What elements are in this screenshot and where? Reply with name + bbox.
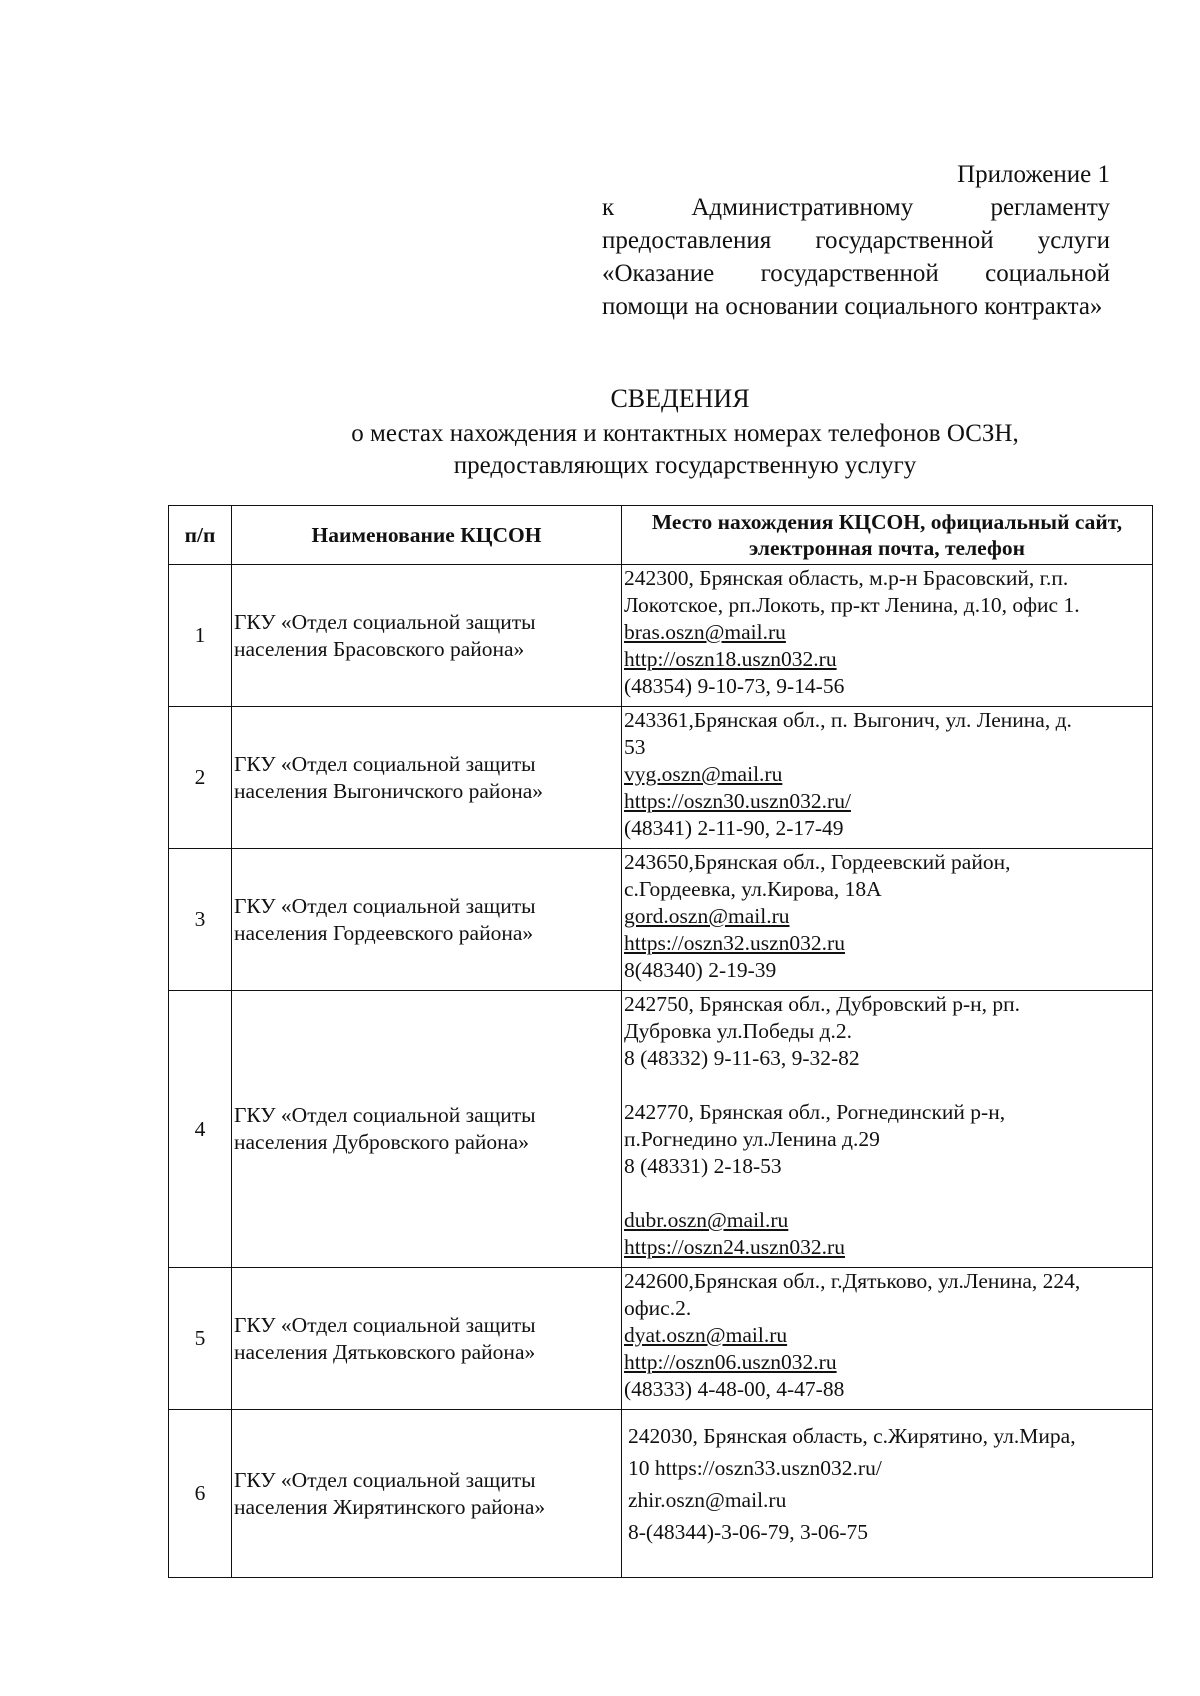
website-link[interactable]: http://oszn18.uszn032.ru bbox=[624, 647, 837, 671]
phone-line: (48341) 2-11-90, 2-17-49 bbox=[624, 816, 844, 840]
subtitle-line-1: о местах нахождения и контактных номерах телефонов ОСЗН, bbox=[351, 420, 1019, 447]
row-contact bbox=[622, 1410, 1153, 1578]
email-link[interactable]: dyat.oszn@mail.ru bbox=[624, 1323, 788, 1347]
row-name: ГКУ «Отдел социальной защиты населения Брасовского района» bbox=[232, 565, 622, 707]
website-link[interactable]: https://oszn32.uszn032.ru bbox=[624, 931, 845, 955]
address-line: п.Рогнедино ул.Ленина д.29 bbox=[624, 1127, 880, 1151]
header-number: п/п bbox=[169, 506, 232, 565]
row-number: 3 bbox=[169, 849, 232, 991]
table-row bbox=[169, 565, 1153, 707]
row-contact bbox=[622, 849, 1153, 991]
address-line: 242770, Брянская обл., Рогнединский р-н, bbox=[624, 1100, 1006, 1124]
table-row bbox=[169, 1268, 1153, 1410]
row-number: 4 bbox=[169, 991, 232, 1268]
document-title: СВЕДЕНИЯ bbox=[610, 384, 750, 413]
phone-line: 8(48340) 2-19-39 bbox=[624, 958, 777, 982]
email-link[interactable]: vyg.oszn@mail.ru bbox=[624, 762, 783, 786]
address-line: с.Гордеевка, ул.Кирова, 18А bbox=[624, 877, 882, 901]
phone-line: (48354) 9-10-73, 9-14-56 bbox=[624, 674, 845, 698]
subtitle-line-2: предоставляющих государственную услугу bbox=[453, 452, 917, 479]
website-link[interactable]: http://oszn06.uszn032.ru bbox=[624, 1350, 837, 1374]
phone-line: (48333) 4-48-00, 4-47-88 bbox=[624, 1377, 845, 1401]
address-line: 243361,Брянская обл., п. Выгонич, ул. Ленина, д. bbox=[624, 708, 1072, 732]
address-line: 242030, Брянская область, с.Жирятино, ул.Мира, bbox=[628, 1424, 1076, 1448]
email-link[interactable]: dubr.oszn@mail.ru bbox=[624, 1208, 789, 1232]
phone-line: 8-(48344)-3-06-79, 3-06-75 bbox=[628, 1520, 869, 1544]
row-number: 5 bbox=[169, 1268, 232, 1410]
address-line: 242300, Брянская область, м.р-н Брасовский, г.п. bbox=[624, 566, 1069, 590]
address-line: 53 bbox=[624, 735, 646, 759]
appendix-text: к Административному регламенту предоставления государственной услуги «Оказание государственной социальной помощи на основании социального контракта» bbox=[602, 194, 1110, 320]
row-contact bbox=[622, 707, 1153, 849]
row-number: 6 bbox=[169, 1410, 232, 1578]
address-line: 242600,Брянская обл., г.Дятьково, ул.Ленина, 224, bbox=[624, 1269, 1081, 1293]
table-row bbox=[169, 991, 1153, 1268]
website-link[interactable]: https://oszn24.uszn032.ru bbox=[624, 1235, 845, 1259]
row-name: ГКУ «Отдел социальной защиты населения Дятьковского района» bbox=[232, 1268, 622, 1410]
address-line: офис.2. bbox=[624, 1296, 692, 1320]
header-name: Наименование КЦСОН bbox=[232, 506, 622, 565]
header-contact: Место нахождения КЦСОН, официальный сайт, электронная почта, телефон bbox=[622, 506, 1153, 565]
row-name: ГКУ «Отдел социальной защиты населения Дубровского района» bbox=[232, 991, 622, 1268]
row-contact bbox=[622, 991, 1153, 1268]
address-line: Дубровка ул.Победы д.2. bbox=[624, 1019, 853, 1043]
table-row bbox=[169, 849, 1153, 991]
appendix-block bbox=[602, 158, 1110, 323]
spacer bbox=[624, 1072, 1149, 1099]
appendix-title: Приложение 1 bbox=[957, 161, 1110, 188]
email-link[interactable]: gord.oszn@mail.ru bbox=[624, 904, 790, 928]
row-contact bbox=[622, 1268, 1153, 1410]
ozn-contacts-table bbox=[168, 505, 1153, 1578]
address-line: 243650,Брянская обл., Гордеевский район, bbox=[624, 850, 1011, 874]
row-number: 1 bbox=[169, 565, 232, 707]
website-line: 10 https://oszn33.uszn032.ru/ bbox=[628, 1456, 882, 1480]
table-row bbox=[169, 1410, 1153, 1578]
address-line: Локотское, рп.Локоть, пр-кт Ленина, д.10, офис 1. bbox=[624, 593, 1080, 617]
document-subtitle bbox=[290, 418, 1080, 482]
phone-line: 8 (48331) 2-18-53 bbox=[624, 1154, 782, 1178]
email-line: zhir.oszn@mail.ru bbox=[628, 1488, 787, 1512]
address-line: 242750, Брянская обл., Дубровский р-н, рп. bbox=[624, 992, 1020, 1016]
row-name: ГКУ «Отдел социальной защиты населения Гордеевского района» bbox=[232, 849, 622, 991]
row-name: ГКУ «Отдел социальной защиты населения Выгоничского района» bbox=[232, 707, 622, 849]
row-number: 2 bbox=[169, 707, 232, 849]
website-link[interactable]: https://oszn30.uszn032.ru/ bbox=[624, 789, 851, 813]
row-name: ГКУ «Отдел социальной защиты населения Жирятинского района» bbox=[232, 1410, 622, 1578]
table-header-row bbox=[169, 506, 1153, 565]
email-link[interactable]: bras.oszn@mail.ru bbox=[624, 620, 786, 644]
spacer bbox=[624, 1180, 1149, 1207]
phone-line: 8 (48332) 9-11-63, 9-32-82 bbox=[624, 1046, 860, 1070]
row-contact bbox=[622, 565, 1153, 707]
table-row bbox=[169, 707, 1153, 849]
